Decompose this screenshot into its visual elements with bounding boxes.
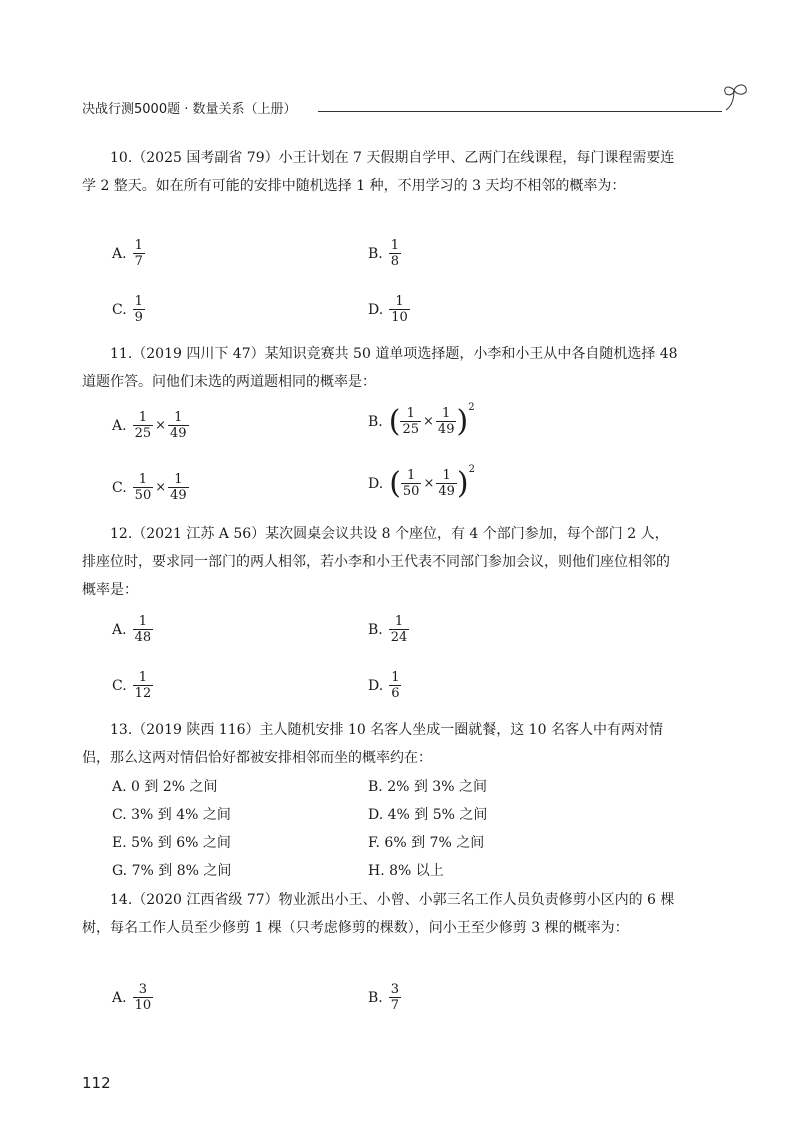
question-13-option-b: B. 2% 到 3% 之间: [368, 779, 487, 795]
question-13-option-e: E. 5% 到 6% 之间: [112, 835, 231, 851]
page-number: 112: [82, 1074, 111, 1092]
question-13-stem: 13.（2019 陕西 116）主人随机安排 10 名客人坐成一圈就餐，这 10 名客人中有两对情侣，那么这两对情侣恰好都被安排相邻而坐的概率约在：: [82, 722, 663, 766]
question-14-option-a: A. $\frac{3}{10}$: [112, 982, 152, 1013]
question-13-option-d: D. 4% 到 5% 之间: [368, 807, 488, 823]
question-13-option-a: A. 0 到 2% 之间: [112, 779, 218, 795]
question-14-stem: 14.（2020 江西省级 77）物业派出小王、小曾、小郭三名工作人员负责修剪小区内的 6 棵树，每名工作人员至少修剪 1 棵（只考虑修剪的棵数），问小王至少修剪 3 棵的概率为：: [82, 892, 675, 936]
question-12-option-b: B. $\frac{1}{24}$: [368, 614, 408, 645]
running-header: [82, 96, 682, 120]
header-rule: [318, 111, 722, 112]
question-10-option-d: D. $\frac{1}{10}$: [368, 294, 408, 325]
question-13-option-c: C. 3% 到 4% 之间: [112, 807, 231, 823]
question-12-stem: 12.（2021 江苏 A 56）某次圆桌会议共设 8 个座位，有 4 个部门参加，每个部门 2 人，排座位时，要求同一部门的两人相邻，若小李和小王代表不同部门参加会议，则他们座位相邻的概率是：: [82, 526, 670, 598]
question-12-option-a: A. $\frac{1}{48}$: [112, 614, 152, 645]
question-10-option-b: B. $\frac{1}{8}$: [368, 238, 400, 269]
question-11-option-b: B. ( $\frac{1}{25}$ × $\frac{1}{49}$ ) 2: [368, 402, 475, 439]
question-13-option-h: H. 8% 以上: [368, 863, 444, 879]
question-11-option-a: A. $\frac{1}{25}$ × $\frac{1}{49}$: [112, 410, 187, 441]
question-11-option-d: D. ( $\frac{1}{50}$ × $\frac{1}{49}$ ) 2: [368, 464, 475, 501]
question-13-option-g: G. 7% 到 8% 之间: [112, 863, 232, 879]
question-13-option-f: F. 6% 到 7% 之间: [368, 835, 485, 851]
question-12-option-d: D. $\frac{1}{6}$: [368, 670, 400, 701]
question-11-stem: 11.（2019 四川下 47）某知识竞赛共 50 道单项选择题，小李和小王从中各自随机选择 48 道题作答。问他们未选的两道题相同的概率是：: [82, 346, 678, 390]
question-14-option-b: B. $\frac{3}{7}$: [368, 982, 400, 1013]
question-10-option-a: A. $\frac{1}{7}$: [112, 238, 143, 269]
question-10-option-c: C. $\frac{1}{9}$: [112, 294, 143, 325]
question-11-option-c: C. $\frac{1}{50}$ × $\frac{1}{49}$: [112, 472, 187, 503]
sprout-icon: [722, 82, 756, 112]
question-12-option-c: C. $\frac{1}{12}$: [112, 670, 152, 701]
question-10-stem: 10.（2025 国考副省 79）小王计划在 7 天假期自学甲、乙两门在线课程，每门课程需要连学 2 整天。如在所有可能的安排中随机选择 1 种，不用学习的 3 天均不相邻的概率为：: [82, 150, 675, 194]
book-title: 决战行测5000题 · 数量关系（上册）: [82, 102, 297, 117]
